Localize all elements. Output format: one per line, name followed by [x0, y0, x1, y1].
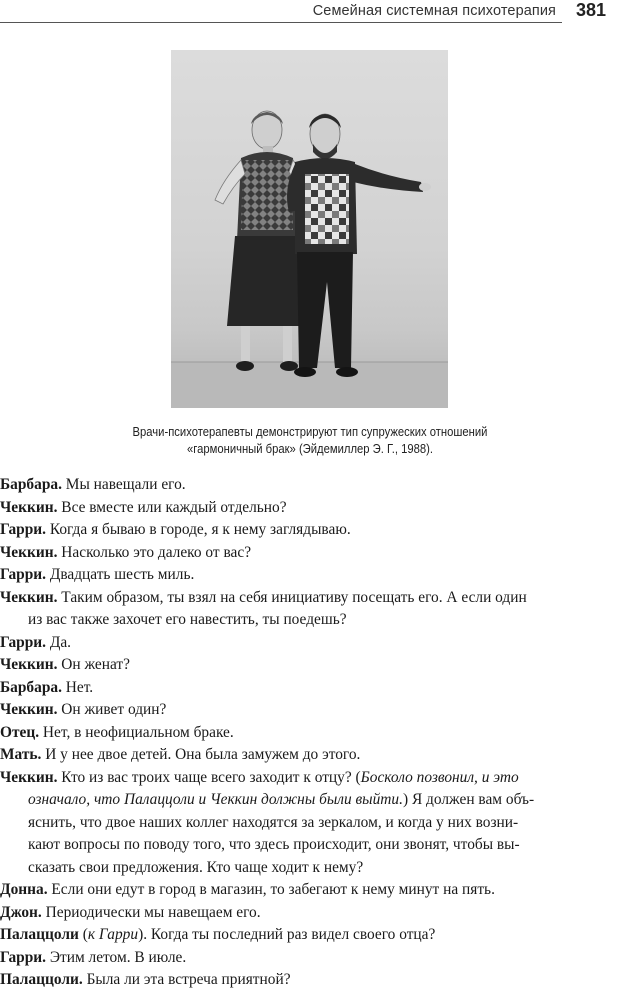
header-rule — [0, 22, 562, 23]
dialogue-line — [0, 474, 620, 497]
dialogue-line — [0, 722, 620, 745]
speaker-name: Отец. — [0, 723, 40, 741]
utterance: Кто из вас троих чаще всего заходит к отцу? ( — [57, 768, 361, 786]
utterance: Он женат? — [57, 656, 130, 673]
utterance: Да. — [45, 633, 71, 651]
utterance: Таким образом, ты взял на себя инициативу посещать его. А если один — [57, 588, 527, 606]
page-header — [0, 0, 620, 24]
stage-direction: к Гарри — [87, 926, 139, 943]
speaker-name: Мать. — [0, 746, 42, 763]
utterance: ( — [78, 926, 88, 943]
dialogue-line — [0, 497, 620, 520]
dialogue-line — [0, 744, 620, 767]
utterance-continued: из вас также захочет его навестить, ты поедешь? — [28, 611, 347, 628]
dialogue-line — [0, 902, 620, 925]
dialogue-line — [0, 969, 620, 992]
man-figure — [287, 114, 431, 377]
speaker-name: Гарри. — [0, 633, 46, 651]
dialogue-line — [0, 924, 620, 947]
running-title: Семейная системная психотерапия — [312, 3, 556, 19]
photo-illustration — [171, 50, 448, 408]
figure-caption — [85, 424, 535, 458]
page-number: 381 — [575, 0, 606, 20]
stage-direction: Босколо позвонил, и это — [360, 768, 519, 786]
woman-figure — [215, 111, 307, 371]
utterance: Этим летом. В июле. — [45, 948, 187, 966]
utterance: Нет, в неофициальном браке. — [39, 723, 234, 741]
utterance: ). Когда ты последний раз видел своего отца? — [138, 926, 436, 943]
dialogue-line — [0, 542, 620, 565]
utterance: Все вместе или каждый отдельно? — [57, 498, 287, 516]
dialogue-line — [0, 879, 620, 902]
utterance: Двадцать шесть миль. — [45, 566, 195, 583]
utterance-continued: сказать свои предложения. Кто чаще ходит к нему? — [28, 858, 364, 876]
caption-line: Врачи-психотерапевты демонстрируют тип супружеских отношений — [132, 425, 488, 439]
speaker-name: Чеккин. — [0, 701, 58, 718]
speaker-name: Чеккин. — [0, 498, 58, 516]
speaker-name: Чеккин. — [0, 768, 58, 786]
speaker-name: Чеккин. — [0, 543, 58, 561]
utterance: И у нее двое детей. Она была замужем до этого. — [41, 746, 361, 763]
speaker-name: Гарри. — [0, 948, 46, 966]
speaker-name: Джон. — [0, 903, 42, 921]
dialogue-line — [0, 587, 620, 632]
dialogue-line — [0, 699, 620, 722]
speaker-name: Донна. — [0, 881, 48, 898]
speaker-name: Палаццоли — [0, 926, 79, 943]
utterance: Периодически мы навещаем его. — [41, 903, 261, 921]
utterance: Мы навещали его. — [61, 476, 186, 493]
dialogue-line — [0, 677, 620, 700]
utterance-continued: кают вопросы по поводу того, что здесь происходит, они звонят, чтобы вы- — [28, 836, 520, 853]
utterance-continued: яснить, что двое наших коллег находятся за зеркалом, и когда у них возни- — [28, 813, 519, 831]
speaker-name: Барбара. — [0, 678, 62, 696]
speaker-name: Барбара. — [0, 476, 62, 493]
dialogue-line — [0, 654, 620, 677]
utterance: Насколько это далеко от вас? — [57, 543, 252, 561]
speaker-name: Палаццоли. — [0, 971, 83, 988]
dialogue-line — [0, 519, 620, 542]
dialogue-line — [0, 767, 620, 880]
utterance: Нет. — [61, 678, 94, 696]
stage-direction: означало, что Палаццоли и Чеккин должны были выйти. — [28, 791, 403, 808]
speaker-name: Гарри. — [0, 521, 46, 538]
speaker-name: Гарри. — [0, 566, 46, 583]
utterance: Была ли эта встреча приятной? — [82, 971, 291, 988]
dialogue-line — [0, 947, 620, 970]
dialogue-line — [0, 632, 620, 655]
speaker-name: Чеккин. — [0, 588, 58, 606]
dialogue-line — [0, 564, 620, 587]
caption-line: «гармоничный брак» (Эйдемиллер Э. Г., 1988). — [186, 442, 434, 456]
utterance: Когда я бываю в городе, я к нему заглядываю. — [45, 521, 351, 538]
utterance: Он живет один? — [57, 701, 167, 718]
figure-photo — [171, 50, 448, 408]
utterance-continued: ) Я должен вам объ- — [402, 791, 535, 808]
utterance: Если они едут в город в магазин, то забегают к нему минут на пять. — [47, 881, 495, 898]
speaker-name: Чеккин. — [0, 656, 58, 673]
dialogue-transcript — [0, 474, 620, 992]
